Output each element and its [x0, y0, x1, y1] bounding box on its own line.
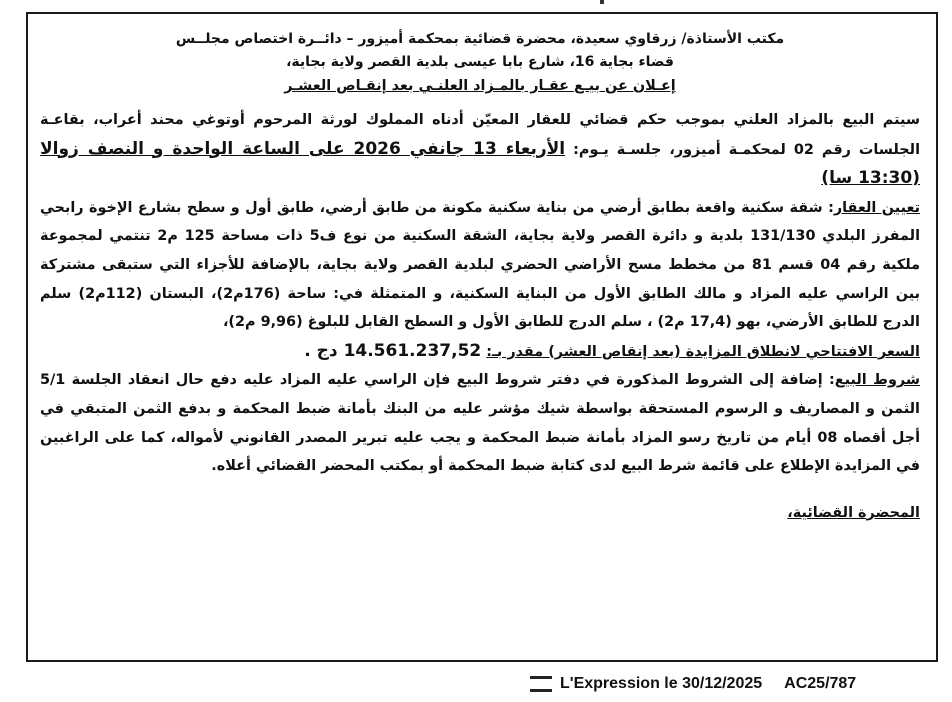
reference-code: AC25/787	[784, 675, 857, 692]
conditions-label: شروط البيع	[834, 372, 920, 389]
signature: المحضرة القضائية،	[787, 504, 920, 521]
intro-paragraph	[40, 106, 920, 194]
conditions-paragraph	[40, 366, 920, 480]
scan-mark	[600, 0, 604, 4]
header-line-2: قضاء بجاية 16، شارع بابا عيسى بلدية القصر ولاية بجاية،	[286, 54, 674, 70]
conditions-text: : إضافة إلى الشروط المذكورة في دفتر شروط البيع فإن الراسي عليه المزاد عليه دفع حال انعقاد الجلسة 5/1 الثمن و المصاريف و الرسوم المستحقة بواسطة شيك مؤشر عليه من البنك بأمانة ضبط المحكمة و بدفع الثمن المتبقي في أجل أقصاه 08 أيام من تاريخ رسو المزاد بأمانة ضبط المحكمة و يجب عليه تبرير المصدر القانوني لأمواله، كما على الراغبين في المزايدة الإطلاع على قائمة شرط البيع لدى كتابة ضبط المحكمة أو بمكتب المحضر القضائي أعلاه.	[40, 372, 920, 475]
intro-text: سيتم البيع بالمزاد العلني بموجب حكم قضائي للعقار المعيّن أدناه المملوك لورثة المرحوم أوتوغي محند أعراب، بقاعـة الجلسات رقم 02 لمحكمـة أميزور، جلسـة يـوم:	[40, 112, 921, 158]
publication-line: L'Expression le 30/12/2025	[560, 675, 763, 692]
footer-rule	[530, 676, 552, 692]
price-paragraph	[40, 337, 920, 367]
notice-title: إعـلان عن بيـع عقـار بالمـزاد العلنـي بعد إنقـاص العشـر	[284, 78, 676, 94]
price-label: السعر الافتتاحي لانطلاق المزايدة (بعد إنقاص العشر) مقدر بـ:	[486, 343, 920, 360]
price-amount: 14.561.237,52 دج .	[304, 340, 482, 361]
property-label: تعيين العقار	[833, 199, 920, 216]
legal-notice	[40, 28, 920, 527]
header-line-1: مكتب الأستاذة/ زرقاوي سعيدة، محضرة قضائية بمحكمة أميزور – دائــرة اختصاص مجلــس	[175, 31, 785, 47]
auction-date: الأربعاء 13 جانفي 2026 على الساعة الواحدة و النصف زوالا (13:30 سا)	[40, 138, 920, 189]
property-paragraph	[40, 194, 920, 337]
publication-footer	[530, 672, 940, 696]
property-text: : شقة سكنية واقعة بطابق أرضي من بناية سكنية مكونة من طابق أرضي، طابق أول و سطح بشارع الإخوة رابحي المفرز البلدي 131/130 بلدية و دائرة القصر ولاية بجاية، الشقة السكنية من نوع ف5 ذات مساحة 125 م2 تنتمي لمجموعة ملكية رقم 04 قسم 81 من مخطط مسح الأراضي الحضري لبلدية القصر ولاية بجاية، بالإضافة للأجزاء التي ستبقى مشتركة بين الراسي عليه المزاد و مالك الطابق الأول من البناية السكنية، و المتمثلة في: ساحة (176م2)، البستان (112م2) سلم الدرج للطابق الأرضي، بهو (17,4 م2) ، سلم الدرج للطابق الأول و السطح القابل للبلوغ (9,96 م2)،	[40, 199, 921, 331]
